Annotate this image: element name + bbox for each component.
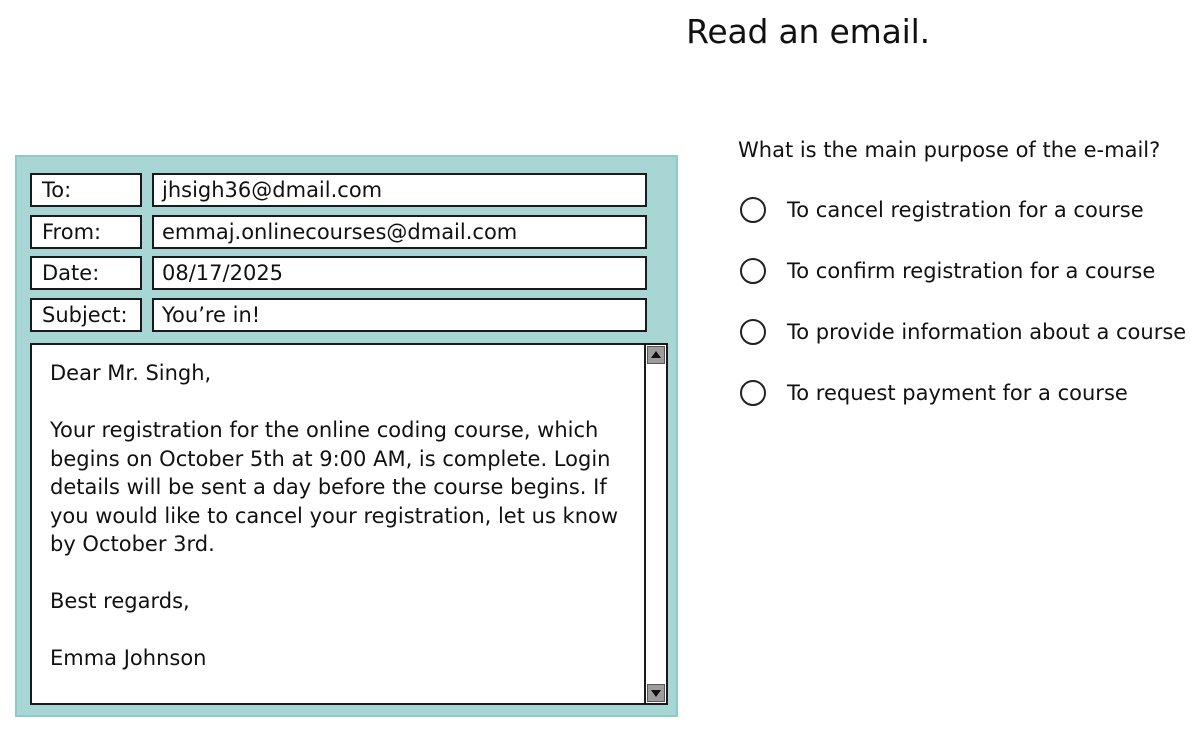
answer-option-1[interactable] — [740, 194, 1144, 226]
email-greeting: Dear Mr. Singh, — [50, 361, 212, 385]
answer-option-label: To provide information about a course — [787, 320, 1187, 344]
radio-button-icon[interactable] — [740, 319, 766, 345]
email-body-scrollbar[interactable] — [644, 345, 666, 703]
answer-option-4[interactable] — [740, 377, 1128, 409]
answer-option-label: To confirm registration for a course — [787, 259, 1156, 283]
subject-label: Subject: — [30, 298, 142, 332]
radio-button-icon[interactable] — [740, 197, 766, 223]
to-field: jhsigh36@dmail.com — [152, 173, 647, 207]
to-label: To: — [30, 173, 142, 207]
answer-option-label: To request payment for a course — [787, 381, 1128, 405]
from-field: emmaj.onlinecourses@dmail.com — [152, 215, 647, 249]
email-body[interactable] — [30, 343, 668, 705]
triangle-up-icon[interactable] — [647, 346, 665, 364]
email-closing: Best regards, — [50, 589, 190, 613]
email-paragraph: Your registration for the online coding course, which begins on October 5th at 9:00 AM, is complete. Login details will be sent a day before the course begins. If you would like to cancel your registration, let us know by October 3rd. — [50, 418, 619, 556]
radio-button-icon[interactable] — [740, 380, 766, 406]
radio-button-icon[interactable] — [740, 258, 766, 284]
from-label: From: — [30, 215, 142, 249]
date-label: Date: — [30, 256, 142, 290]
email-panel — [15, 155, 678, 717]
answer-option-3[interactable] — [740, 316, 1186, 348]
email-signature: Emma Johnson — [50, 646, 207, 670]
date-field: 08/17/2025 — [152, 256, 647, 290]
question-prompt: What is the main purpose of the e-mail? — [738, 138, 1161, 162]
answer-option-2[interactable] — [740, 255, 1155, 287]
email-body-text — [50, 359, 630, 673]
page-title: Read an email. — [686, 12, 930, 51]
subject-field: You’re in! — [152, 298, 647, 332]
answer-option-label: To cancel registration for a course — [787, 198, 1144, 222]
triangle-down-icon[interactable] — [647, 684, 665, 702]
